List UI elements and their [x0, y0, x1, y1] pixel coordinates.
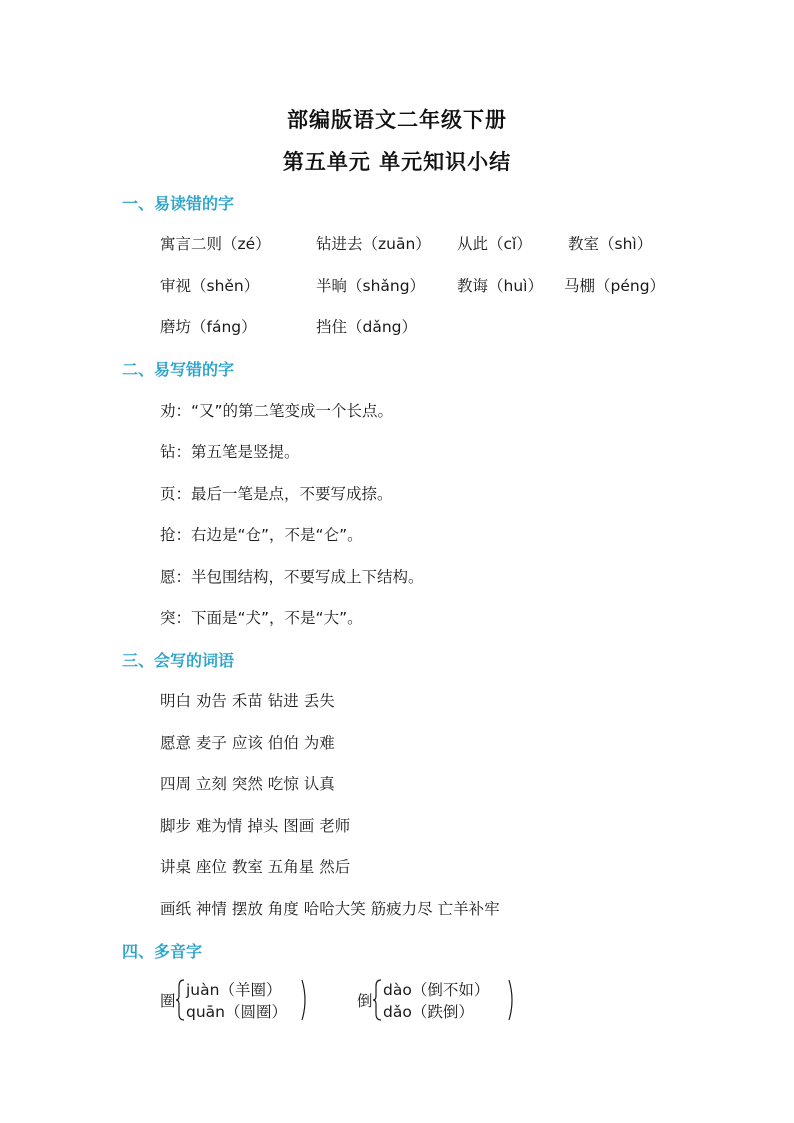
writing-note: 抢：右边是“仓”，不是“仑”。 [160, 526, 363, 544]
pinyin-item: 审视（shěn） [160, 277, 260, 295]
right-paren-icon [300, 978, 310, 1022]
polyphone-group-2 [357, 978, 527, 1024]
pinyin-item: 马棚（péng） [564, 277, 666, 295]
vocab-line: 明白 劝告 禾苗 钻进 丢失 [160, 692, 335, 710]
section-heading-4: 四、多音字 [122, 942, 203, 961]
writing-note: 钻：第五笔是竖提。 [160, 443, 300, 461]
section-heading-2: 二、易写错的字 [122, 360, 235, 379]
writing-note: 愿：半包围结构，不要写成上下结构。 [160, 568, 424, 586]
pinyin-item: 磨坊（fáng） [160, 318, 257, 336]
polyphone-reading: dǎo（跌倒） [383, 1003, 474, 1021]
polyphone-char: 倒 [357, 992, 373, 1010]
vocab-line: 愿意 麦子 应该 伯伯 为难 [160, 734, 335, 752]
title-line-2: 第五单元 单元知识小结 [282, 149, 512, 174]
writing-note: 劝：“又”的第二笔变成一个长点。 [160, 402, 394, 420]
left-brace-icon [175, 978, 185, 1022]
vocab-line: 讲桌 座位 教室 五角星 然后 [160, 858, 351, 876]
section-heading-1: 一、易读错的字 [122, 194, 235, 213]
pinyin-item: 半晌（shǎng） [316, 277, 426, 295]
pinyin-item: 寓言二则（zé） [160, 235, 271, 253]
writing-note: 突：下面是“犬”，不是“大”。 [160, 609, 363, 627]
pinyin-item: 钻进去（zuān） [316, 235, 431, 253]
polyphone-reading: juàn（羊圈） [186, 981, 282, 999]
pinyin-item: 挡住（dǎng） [316, 318, 418, 336]
pinyin-item: 从此（cǐ） [457, 235, 532, 253]
vocab-line: 脚步 难为情 掉头 图画 老师 [160, 817, 351, 835]
pinyin-item: 教诲（huì） [457, 277, 543, 295]
vocab-line: 画纸 神情 摆放 角度 哈哈大笑 筋疲力尽 亡羊补牢 [160, 900, 500, 918]
left-brace-icon [372, 978, 382, 1022]
polyphone-reading: quān（圆圈） [186, 1003, 287, 1021]
writing-note: 页：最后一笔是点，不要写成捺。 [160, 485, 393, 503]
polyphone-group-1 [160, 978, 320, 1024]
pinyin-item: 教室（shì） [568, 235, 653, 253]
polyphone-reading: dào（倒不如） [383, 981, 490, 999]
polyphone-char: 圈 [160, 992, 176, 1010]
title-line-1: 部编版语文二年级下册 [287, 107, 507, 132]
vocab-line: 四周 立刻 突然 吃惊 认真 [160, 775, 335, 793]
section-heading-3: 三、会写的词语 [122, 651, 235, 670]
right-paren-icon [507, 978, 517, 1022]
